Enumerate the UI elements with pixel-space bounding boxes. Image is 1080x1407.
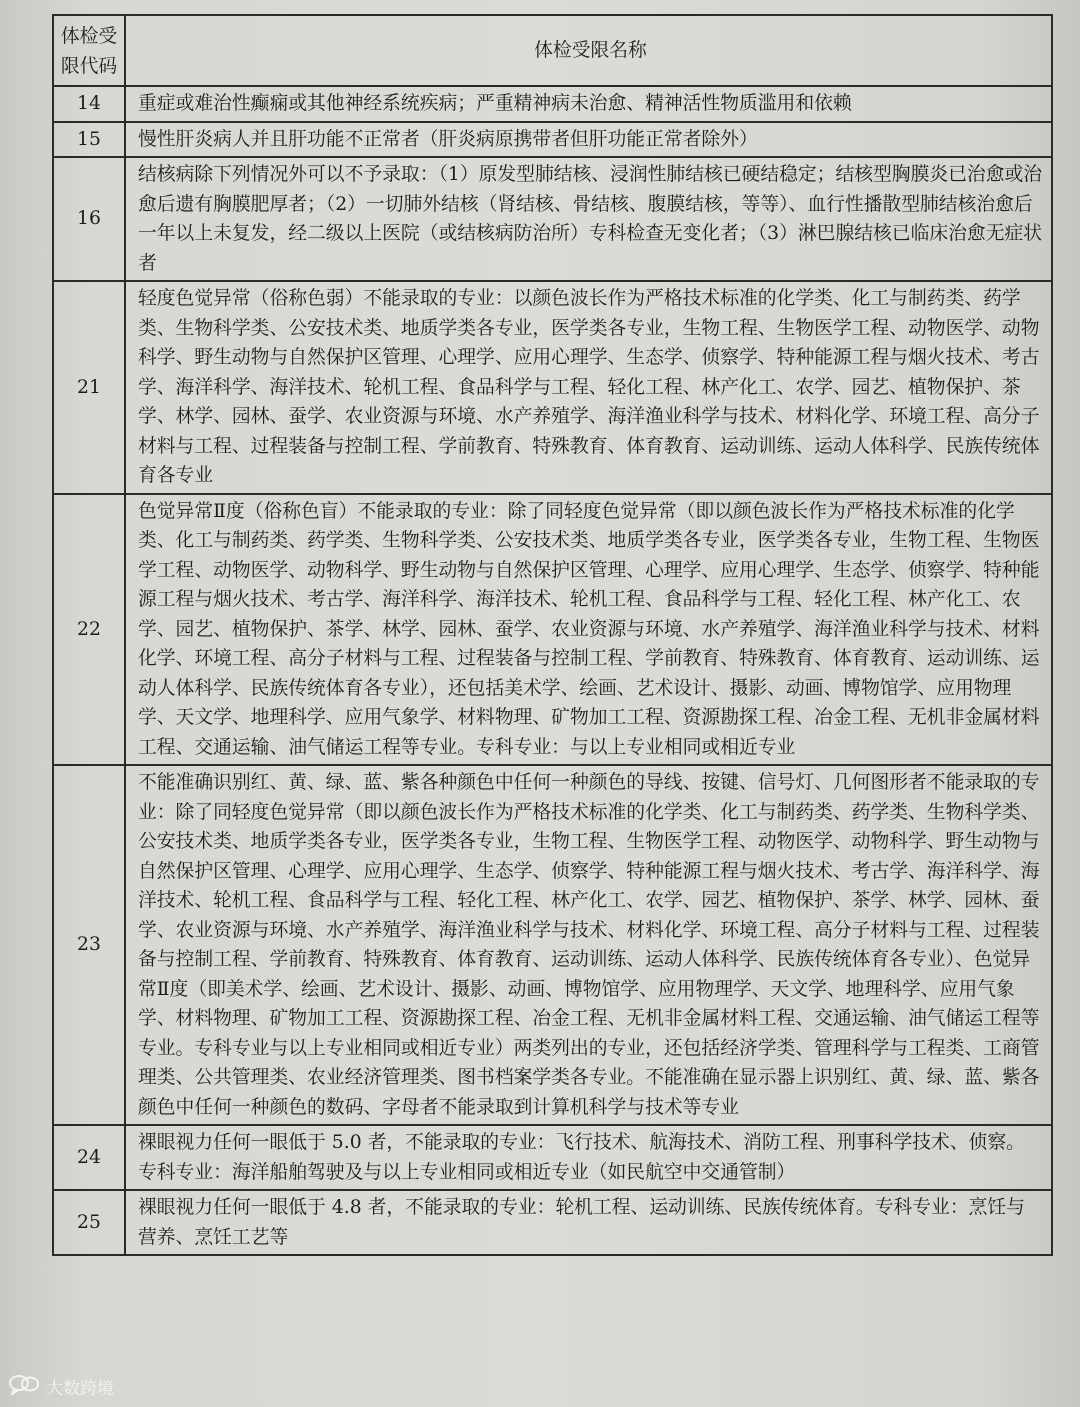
row-name: 裸眼视力任何一眼低于 5.0 者，不能录取的专业：飞行技术、航海技术、消防工程、刑事科学技术、侦察。专科专业：海洋船舶驾驶及与以上专业相同或相近专业（如民航空中交通管制） [125,1125,1052,1190]
row-code: 24 [53,1125,125,1190]
table-row [53,157,1052,281]
speech-bubble-logo-icon [8,1373,40,1400]
header-name: 体检受限名称 [125,15,1052,86]
row-name: 重症或难治性癫痫或其他神经系统疾病；严重精神病未治愈、精神活性物质滥用和依赖 [125,86,1052,122]
table-row [53,1125,1052,1190]
row-name: 慢性肝炎病人并且肝功能不正常者（肝炎病原携带者但肝功能正常者除外） [125,122,1052,158]
row-code: 21 [53,281,125,494]
table-row [53,494,1052,766]
source-watermark [8,1372,114,1400]
table-header-row [53,15,1052,86]
table-row [53,765,1052,1125]
table-row [53,122,1052,158]
row-code: 15 [53,122,125,158]
row-name: 轻度色觉异常（俗称色弱）不能录取的专业：以颜色波长作为严格技术标准的化学类、化工与制药类、药学类、生物科学类、公安技术类、地质学类各专业，医学类各专业，生物工程、生物医学工程、动物医学、动物科学、野生动物与自然保护区管理、心理学、应用心理学、生态学、侦察学、特种能源工程与烟火技术、考古学、海洋科学、海洋技术、轮机工程、食品科学与工程、轻化工程、林产化工、农学、园艺、植物保护、茶学、林学、园林、蚕学、农业资源与环境、水产养殖学、海洋渔业科学与技术、材料化学、环境工程、高分子材料与工程、过程装备与控制工程、学前教育、特殊教育、体育教育、运动训练、运动人体科学、民族传统体育各专业 [125,281,1052,494]
row-name: 色觉异常Ⅱ度（俗称色盲）不能录取的专业：除了同轻度色觉异常（即以颜色波长作为严格技术标准的化学类、化工与制药类、药学类、生物科学类、公安技术类、地质学类各专业，医学类各专业，生物工程、生物医学工程、动物医学、动物科学、野生动物与自然保护区管理、心理学、应用心理学、生态学、侦察学、特种能源工程与烟火技术、考古学、海洋科学、海洋技术、轮机工程、食品科学与工程、轻化工程、林产化工、农学、园艺、植物保护、茶学、林学、园林、蚕学、农业资源与环境、水产养殖学、海洋渔业科学与技术、材料化学、环境工程、高分子材料与工程、过程装备与控制工程、学前教育、特殊教育、体育教育、运动训练、运动人体科学、民族传统体育各专业），还包括美术学、绘画、艺术设计、摄影、动画、博物馆学、应用物理学、天文学、地理科学、应用气象学、材料物理、矿物加工工程、资源勘探工程、冶金工程、无机非金属材料工程、交通运输、油气储运工程等专业。专科专业：与以上专业相同或相近专业 [125,494,1052,766]
table-row [53,281,1052,494]
header-code: 体检受限代码 [53,15,125,86]
row-code: 16 [53,157,125,281]
table-row [53,1190,1052,1255]
row-name: 裸眼视力任何一眼低于 4.8 者，不能录取的专业：轮机工程、运动训练、民族传统体育。专科专业：烹饪与营养、烹饪工艺等 [125,1190,1052,1255]
exam-restriction-table [52,14,1053,1256]
table-row [53,86,1052,122]
row-code: 23 [53,765,125,1125]
row-name: 结核病除下列情况外可以不予录取：（1）原发型肺结核、浸润性肺结核已硬结稳定；结核型胸膜炎已治愈或治愈后遗有胸膜肥厚者；（2）一切肺外结核（肾结核、骨结核、腹膜结核，等等）、血行性播散型肺结核治愈后一年以上未复发，经二级以上医院（或结核病防治所）专科检查无变化者；（3）淋巴腺结核已临床治愈无症状者 [125,157,1052,281]
row-name: 不能准确识别红、黄、绿、蓝、紫各种颜色中任何一种颜色的导线、按键、信号灯、几何图形者不能录取的专业：除了同轻度色觉异常（即以颜色波长作为严格技术标准的化学类、化工与制药类、药学类、生物科学类、公安技术类、地质学类各专业，医学类各专业，生物工程、生物医学工程、动物医学、动物科学、野生动物与自然保护区管理、心理学、应用心理学、生态学、侦察学、特种能源工程与烟火技术、考古学、海洋科学、海洋技术、轮机工程、食品科学与工程、轻化工程、林产化工、农学、园艺、植物保护、茶学、林学、园林、蚕学、农业资源与环境、水产养殖学、海洋渔业科学与技术、材料化学、环境工程、高分子材料与工程、过程装备与控制工程、学前教育、特殊教育、体育教育、运动训练、运动人体科学、民族传统体育各专业）、色觉异常Ⅱ度（即美术学、绘画、艺术设计、摄影、动画、博物馆学、应用物理学、天文学、地理科学、应用气象学、材料物理、矿物加工工程、资源勘探工程、冶金工程、无机非金属材料工程、交通运输、油气储运工程等专业。专科专业与以上专业相同或相近专业）两类列出的专业，还包括经济学类、管理科学与工程类、工商管理类、公共管理类、农业经济管理类、图书档案学类各专业。不能准确在显示器上识别红、黄、绿、蓝、紫各颜色中任何一种颜色的数码、字母者不能录取到计算机科学与技术等专业 [125,765,1052,1125]
row-code: 25 [53,1190,125,1255]
watermark-text: 大数跨境 [46,1378,114,1399]
row-code: 14 [53,86,125,122]
row-code: 22 [53,494,125,766]
